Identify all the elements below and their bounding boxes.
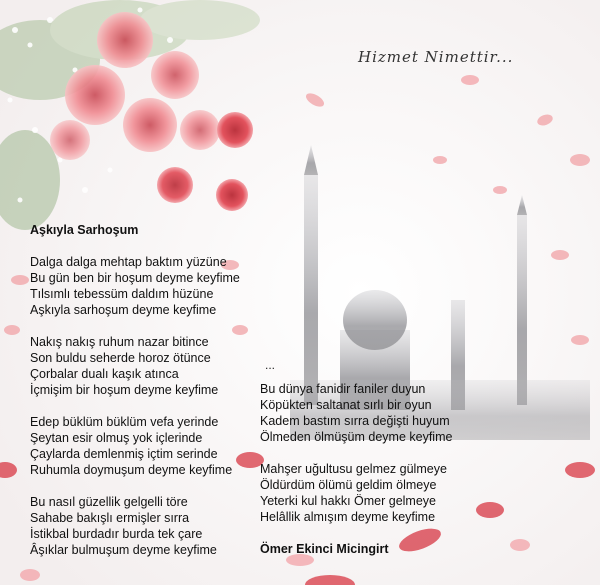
poem-line: Bu nasıl güzellik gelgelli töre: [30, 495, 188, 509]
poem-line: Bu dünya fanidir faniler duyun: [260, 382, 426, 396]
poem-line: Öldürdüm ölümü geldim ölmeye: [260, 478, 437, 492]
poem-line: Edep büklüm büklüm vefa yerinde: [30, 415, 219, 429]
poem-line: Ruhumla doymuşum deyme keyfime: [30, 463, 233, 477]
poem-ellipsis: ...: [265, 358, 276, 372]
poem-line: Mahşer uğultusu gelmez gülmeye: [260, 462, 447, 476]
poem-line: Aşkıyla sarhoşum deyme keyfime: [30, 303, 217, 317]
poem-line: Yeterki kul hakkı Ömer gelmeye: [260, 494, 437, 508]
poem-line: Âşıklar bulmuşum deyme keyfime: [30, 543, 217, 557]
poem-author: Ömer Ekinci Micingirt: [260, 542, 389, 556]
poem-line: Sahabe bakışlı ermişler sırra: [30, 511, 190, 525]
poem-line: Son buldu seherde horoz ötünce: [30, 351, 211, 365]
poem-line: Köpükten saltanat sırlı bir oyun: [260, 398, 432, 412]
poem-line: Ölmeden ölmüşüm deyme keyfime: [260, 430, 453, 444]
poem-line: Şeytan esir olmuş yok içlerinde: [30, 431, 203, 445]
poem-line: Tılsımlı tebessüm daldım hüzüne: [30, 287, 214, 301]
poem-line: İstikbal burdadır burda tek çare: [30, 527, 203, 541]
poem-line: Nakış nakış ruhum nazar bitince: [30, 335, 209, 349]
poem-left-column: [30, 222, 240, 558]
poem-right-column: [260, 381, 452, 557]
poem-line: Helâllik almışım deyme keyfime: [260, 510, 436, 524]
poem-line: Dalga dalga mehtap baktım yüzüne: [30, 255, 227, 269]
poem-line: İçmişim bir hoşum deyme keyfime: [30, 383, 219, 397]
poem-line: Kadem bastım sırra değişti huyum: [260, 414, 450, 428]
poem-line: Çaylarda demlenmiş içtim serinde: [30, 447, 218, 461]
poem-heading: Aşkıyla Sarhoşum: [30, 223, 139, 237]
poem-line: Çorbalar dualı kaşık atınca: [30, 367, 179, 381]
page-title: Hizmet Nimettir...: [358, 48, 514, 66]
poem-line: Bu gün ben bir hoşum deyme keyfime: [30, 271, 240, 285]
